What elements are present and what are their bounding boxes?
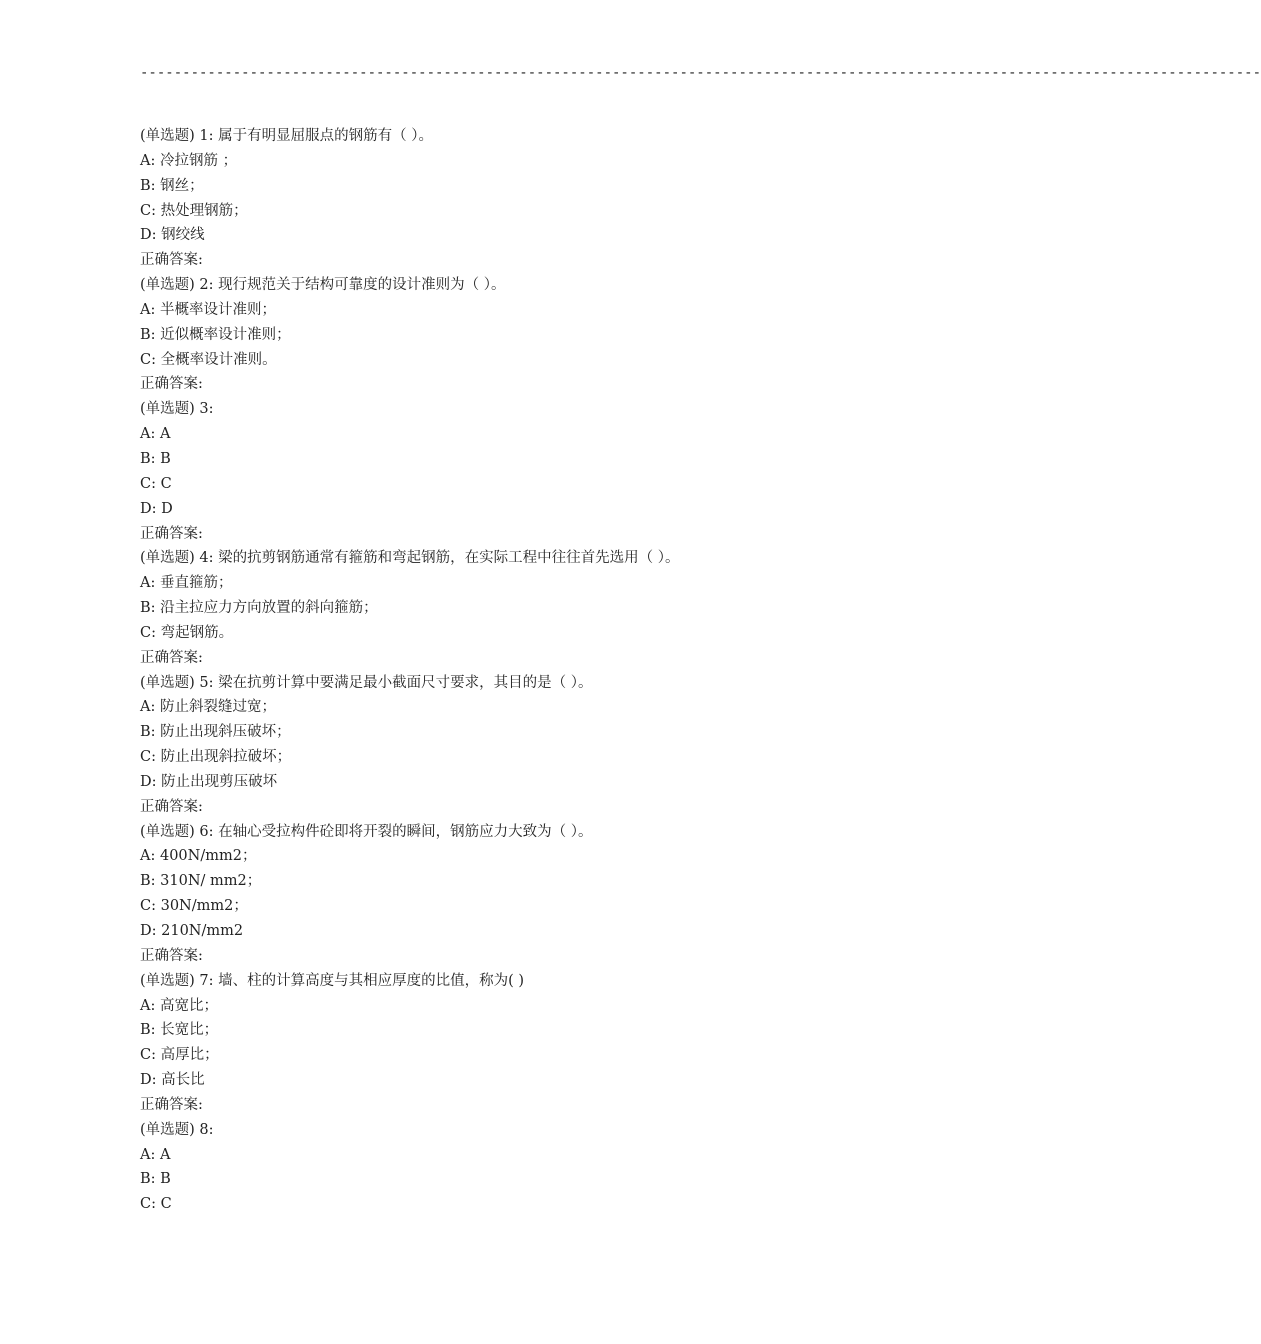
question-8-stem: (单选题) 8: bbox=[140, 1121, 214, 1138]
question-8-option-a: A: A bbox=[140, 1146, 171, 1163]
question-8-option-c: C: C bbox=[140, 1196, 172, 1213]
question-1-stem: (单选题) 1: 属于有明显屈服点的钢筋有（ ）。 bbox=[140, 128, 434, 144]
question-4-answer-label: 正确答案: bbox=[140, 649, 203, 666]
question-4-stem: (单选题) 4: 梁的抗剪钢筋通常有箍筋和弯起钢筋，在实际工程中往往首先选用（ ）。 bbox=[140, 550, 680, 567]
question-4-option-b: B: 沿主拉应力方向放置的斜向箍筋； bbox=[140, 600, 378, 617]
question-1-option-b: B: 钢丝； bbox=[140, 177, 204, 194]
question-2-stem: (单选题) 2: 现行规范关于结构可靠度的设计准则为（ ）。 bbox=[140, 277, 506, 294]
header-dash-rule: ------------------------------------------------------------------------------------------------------------------------------------- bbox=[140, 65, 1261, 81]
question-3-option-c: C: C bbox=[140, 475, 172, 492]
question-3-answer-label: 正确答案: bbox=[140, 525, 203, 542]
question-1-answer-label: 正确答案: bbox=[140, 252, 203, 269]
question-2-option-a: A: 半概率设计准则； bbox=[140, 301, 276, 318]
question-6-option-c: C: 30N/mm2； bbox=[140, 898, 248, 915]
question-4-option-c: C: 弯起钢筋。 bbox=[140, 624, 234, 641]
question-6-option-d: D: 210N/mm2 bbox=[140, 923, 244, 939]
question-5-option-b: B: 防止出现斜压破坏； bbox=[140, 724, 291, 741]
question-7-answer-label: 正确答案: bbox=[140, 1096, 203, 1113]
question-4-option-a: A: 垂直箍筋； bbox=[140, 575, 233, 592]
question-1-option-a: A: 冷拉钢筋 ； bbox=[140, 152, 238, 169]
question-6-stem: (单选题) 6: 在轴心受拉构件砼即将开裂的瞬间，钢筋应力大致为（ ）。 bbox=[140, 823, 593, 840]
question-1-option-d: D: 钢绞线 bbox=[140, 227, 205, 244]
question-5-option-a: A: 防止斜裂缝过宽； bbox=[140, 699, 276, 716]
question-6-answer-label: 正确答案: bbox=[140, 947, 203, 964]
question-7-option-a: A: 高宽比； bbox=[140, 997, 218, 1014]
question-3-stem: (单选题) 3: bbox=[140, 401, 214, 418]
question-6-option-b: B: 310N/ mm2； bbox=[140, 873, 262, 890]
question-2-option-b: B: 近似概率设计准则； bbox=[140, 326, 291, 343]
question-2-option-c: C: 全概率设计准则。 bbox=[140, 351, 277, 368]
question-7-stem: (单选题) 7: 墙、柱的计算高度与其相应厚度的比值，称为( ) bbox=[140, 972, 525, 989]
question-6-option-a: A: 400N/mm2； bbox=[140, 848, 257, 865]
question-2-answer-label: 正确答案: bbox=[140, 376, 203, 393]
question-3-option-d: D: D bbox=[140, 500, 173, 517]
question-5-option-c: C: 防止出现斜拉破坏； bbox=[140, 749, 292, 766]
question-8-option-b: B: B bbox=[140, 1171, 171, 1188]
question-list bbox=[140, 124, 840, 1217]
question-7-option-b: B: 长宽比； bbox=[140, 1022, 219, 1039]
question-3-option-b: B: B bbox=[140, 450, 171, 467]
question-7-option-d: D: 高长比 bbox=[140, 1072, 205, 1089]
question-7-option-c: C: 高厚比； bbox=[140, 1047, 219, 1064]
question-5-answer-label: 正确答案: bbox=[140, 798, 203, 815]
question-1-option-c: C: 热处理钢筋； bbox=[140, 202, 248, 219]
question-5-option-d: D: 防止出现剪压破坏 bbox=[140, 773, 278, 790]
question-5-stem: (单选题) 5: 梁在抗剪计算中要满足最小截面尺寸要求，其目的是（ ）。 bbox=[140, 674, 593, 691]
question-3-option-a: A: A bbox=[140, 426, 171, 443]
